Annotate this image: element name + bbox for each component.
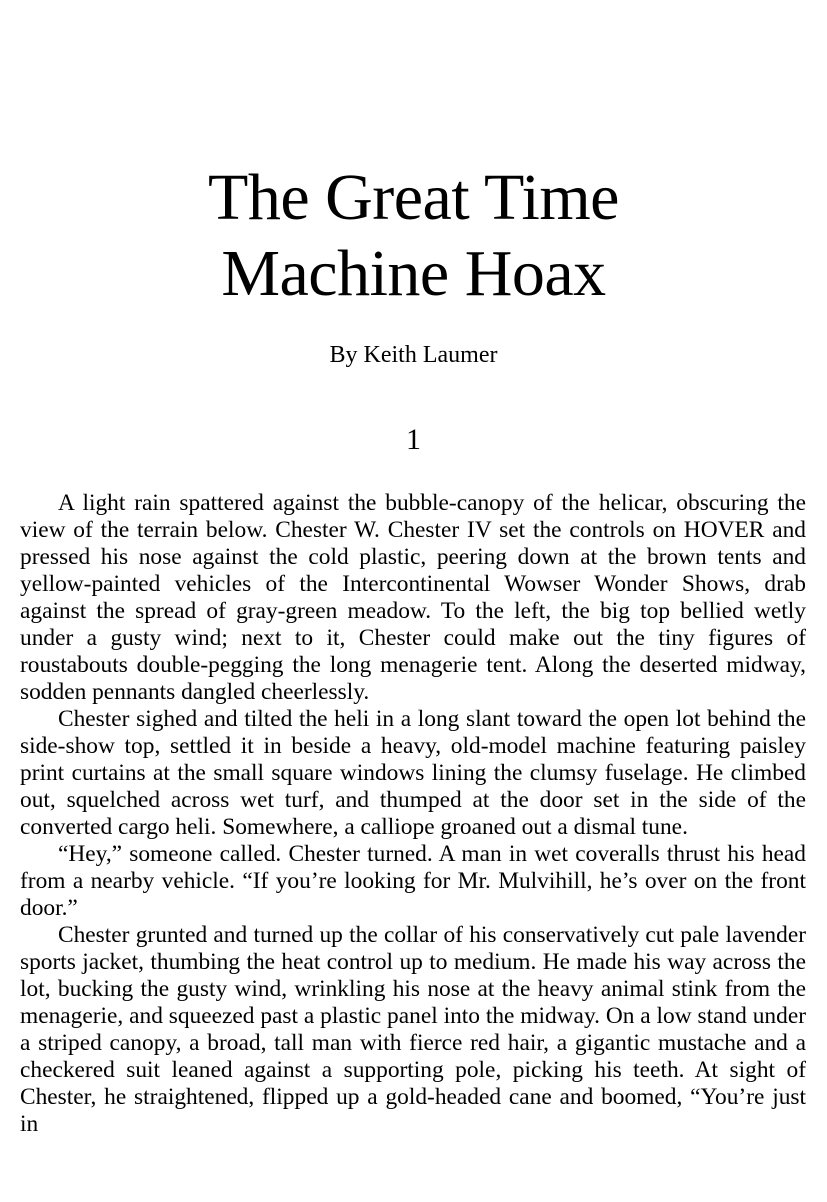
author-byline: By Keith Laumer	[329, 342, 498, 368]
paragraph: Chester sighed and tilted the heli in a long slant toward the open lot behind the side-show top, settled it in beside a heavy, old-model machine featuring paisley print curtains at the small square windows lining the clumsy fuselage. He climbed out, squelched across wet turf, and thumped at the door set in the side of the converted cargo heli. Somewhere, a calliope groaned out a dismal tune.	[20, 706, 806, 840]
book-title	[0, 160, 827, 312]
book-title-line-1: The Great Time	[208, 161, 619, 234]
book-title-line-2: Machine Hoax	[221, 237, 606, 310]
chapter-body	[20, 490, 806, 1202]
chapter-number: 1	[406, 423, 421, 456]
paragraph: A light rain spattered against the bubble-canopy of the helicar, obscuring the view of the terrain below. Chester W. Chester IV set the controls on HOVER and pressed his nose against the cold plastic, peering down at the brown tents and yellow-painted vehicles of the Intercontinental Wowser Wonder Shows, drab against the spread of gray-green meadow. To the left, the big top bellied wetly under a gusty wind; next to it, Chester could make out the tiny figures of roustabouts double-pegging the long menagerie tent. Along the deserted midway, sodden pennants dangled cheerlessly.	[20, 490, 806, 705]
paragraph: “Hey,” someone called. Chester turned. A man in wet coveralls thrust his head from a nearby vehicle. “If you’re looking for Mr. Mulvihill, he’s over on the front door.”	[20, 841, 806, 921]
paragraph: Chester grunted and turned up the collar of his conservatively cut pale lavender sports jacket, thumbing the heat control up to medium. He made his way across the lot, bucking the gusty wind, wrinkling his nose at the heavy animal stink from the menagerie, and squeezed past a plastic panel into the midway. On a low stand under a striped canopy, a broad, tall man with fierce red hair, a gigantic mustache and a checkered suit leaned against a supporting pole, picking his teeth. At sight of Chester, he straightened, flipped up a gold-headed cane and boomed, “You’re just in	[20, 922, 806, 1137]
